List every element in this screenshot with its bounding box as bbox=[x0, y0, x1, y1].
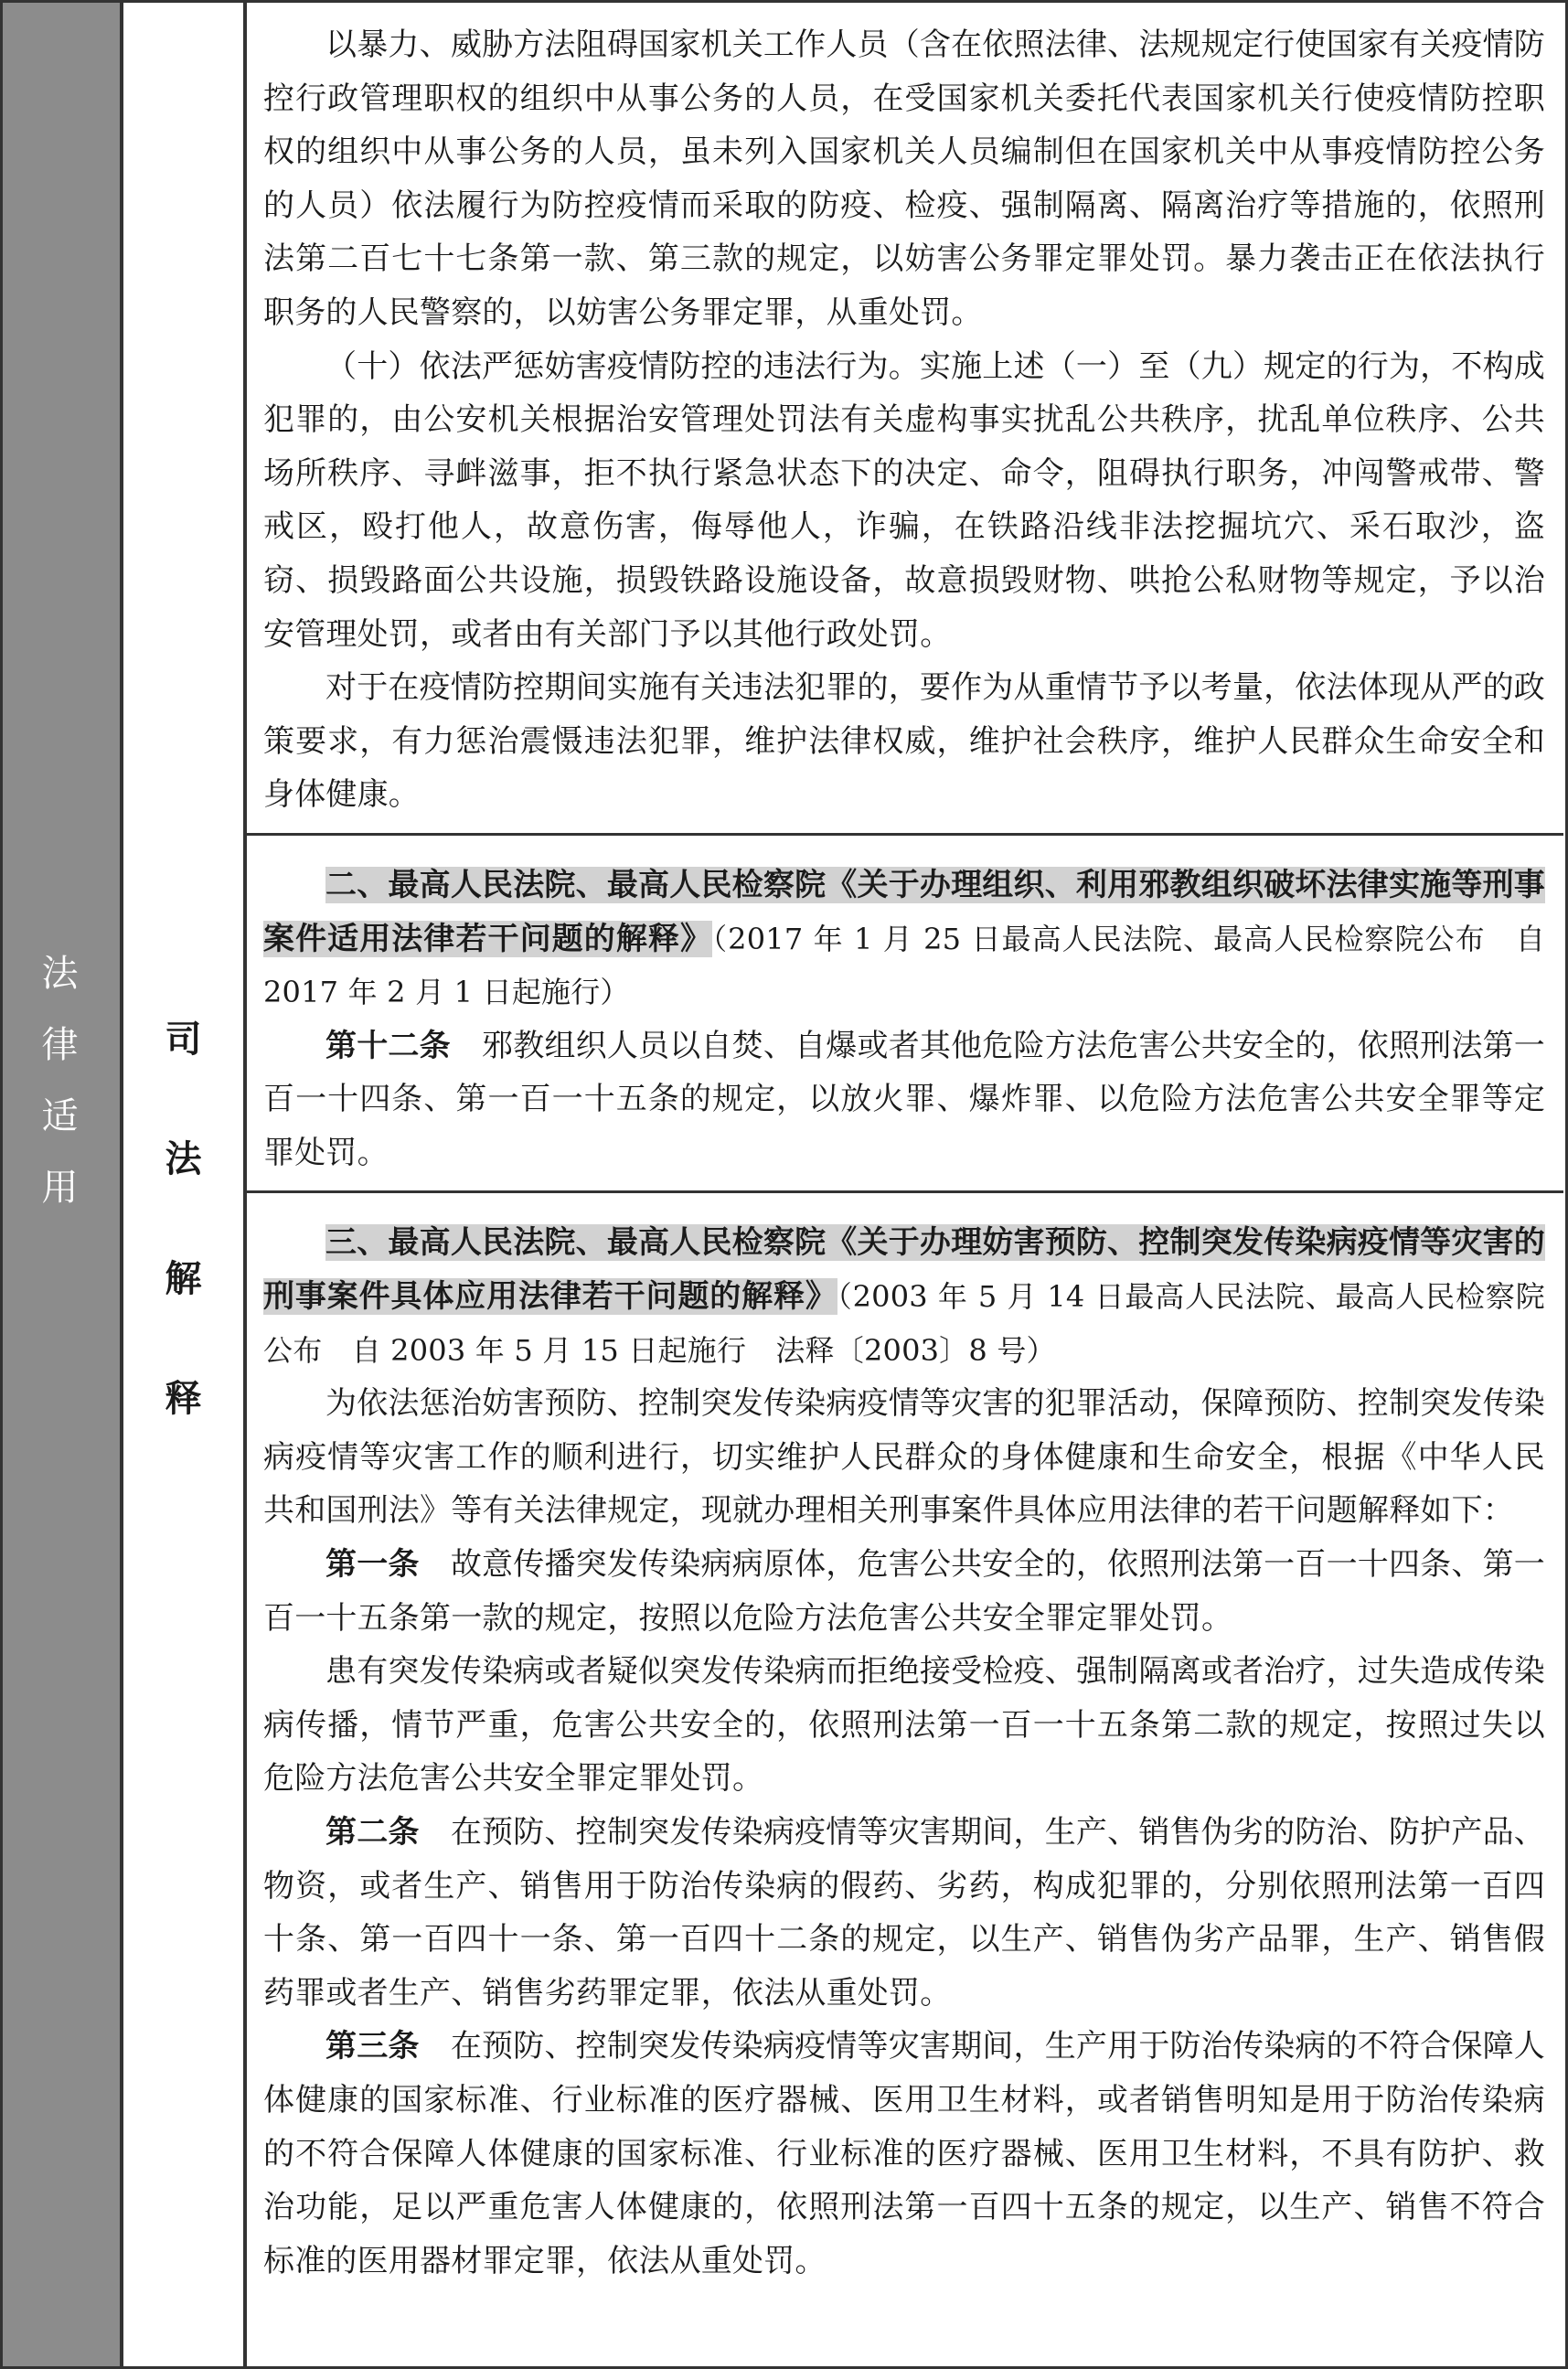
article-label: 第二条 bbox=[325, 1814, 420, 1851]
section-note: （2017 年 1 月 25 日最高人民法院、最高人民检察院公布 自 2017 年 2 月 1 日起施行） bbox=[263, 921, 1545, 1010]
category-label bbox=[0, 938, 120, 1223]
content-area bbox=[263, 18, 1545, 2288]
category-char: 用 bbox=[41, 1167, 79, 1209]
subcategory-column bbox=[123, 0, 247, 2369]
section-heading-paragraph bbox=[263, 859, 1545, 1019]
subcategory-char: 释 bbox=[165, 1378, 202, 1420]
category-column bbox=[0, 0, 123, 2369]
article-label: 第十二条 bbox=[325, 1027, 451, 1064]
paragraph: 患有突发传染病或者疑似突发传染病而拒绝接受检疫、强制隔离或者治疗，过失造成传染病传播，情节严重，危害公共安全的，依照刑法第一百一十五条第二款的规定，按照过失以危险方法危害公共安全罪定罪处罚。 bbox=[263, 1653, 1545, 1798]
category-char: 适 bbox=[41, 1095, 79, 1137]
subcategory-label bbox=[123, 980, 243, 1420]
paragraph: 以暴力、威胁方法阻碍国家机关工作人员（含在依照法律、法规规定行使国家有关疫情防控行政管理职权的组织中从事公务的人员，在受国家机关委托代表国家机关行使疫情防控职权的组织中从事公务的人员，虽未列入国家机关人员编制但在国家机关中从事疫情防控公务的人员）依法履行为防控疫情而采取的防疫、检疫、强制隔离、隔离治疗等措施的，依照刑法第二百七十七条第一款、第三款的规定，以妨害公务罪定罪处罚。暴力袭击正在依法执行职务的人民警察的，以妨害公务罪定罪，从重处罚。 bbox=[263, 27, 1545, 331]
article-text: 在预防、控制突发传染病疫情等灾害期间，生产用于防治传染病的不符合保障人体健康的国家标准、行业标准的医疗器械、医用卫生材料，或者销售明知是用于防治传染病的不符合保障人体健康的国家标准、行业标准的医疗器械、医用卫生材料，不具有防护、救治功能，足以严重危害人体健康的，依照刑法第一百四十五条的规定，以生产、销售不符合标准的医用器材罪定罪，依法从重处罚。 bbox=[263, 2028, 1545, 2279]
article-text: 故意传播突发传染病病原体，危害公共安全的，依照刑法第一百一十四条、第一百一十五条第一款的规定，按照以危险方法危害公共安全罪定罪处罚。 bbox=[263, 1546, 1545, 1637]
section-note: （2003 年 5 月 14 日最高人民法院、最高人民检察院公布 自 2003 年 5 月 15 日起施行 法释〔2003〕8 号） bbox=[263, 1279, 1545, 1368]
section-heading: 三、最高人民法院、最高人民检察院《关于办理妨害预防、控制突发传染病疫情等灾害的刑事案件具体应用法律若干问题的解释》 bbox=[263, 1224, 1545, 1316]
paragraph: （十）依法严惩妨害疫情防控的违法行为。实施上述（一）至（九）规定的行为，不构成犯罪的，由公安机关根据治安管理处罚法有关虚构事实扰乱公共秩序，扰乱单位秩序、公共场所秩序、寻衅滋事，拒不执行紧急状态下的决定、命令，阻碍执行职务，冲闯警戒带、警戒区，殴打他人，故意伤害，侮辱他人，诈骗，在铁路沿线非法挖掘坑穴、采石取沙，盗窃、损毁路面公共设施，损毁铁路设施设备，故意损毁财物、哄抢公私财物等规定，予以治安管理处罚，或者由有关部门予以其他行政处罚。 bbox=[263, 347, 1545, 653]
paragraph: 为依法惩治妨害预防、控制突发传染病疫情等灾害的犯罪活动，保障预防、控制突发传染病疫情等灾害工作的顺利进行，切实维护人民群众的身体健康和生命安全，根据《中华人民共和国刑法》等有关法律规定，现就办理相关刑事案件具体应用法律的若干问题解释如下： bbox=[263, 1385, 1545, 1530]
section-divider bbox=[245, 833, 1563, 840]
category-char: 法 bbox=[41, 953, 79, 995]
article-paragraph bbox=[263, 1538, 1545, 1645]
section-divider bbox=[245, 1190, 1563, 1198]
category-char: 律 bbox=[41, 1024, 79, 1066]
subcategory-char: 司 bbox=[165, 1019, 202, 1061]
article-text: 邪教组织人员以自焚、自爆或者其他危险方法危害公共安全的，依照刑法第一百一十四条、第一百一十五条的规定，以放火罪、爆炸罪、以危险方法危害公共安全罪等定罪处罚。 bbox=[263, 1027, 1545, 1171]
paragraph: 对于在疫情防控期间实施有关违法犯罪的，要作为从重情节予以考量，依法体现从严的政策要求，有力惩治震慑违法犯罪，维护法律权威，维护社会秩序，维护人民群众生命安全和身体健康。 bbox=[263, 669, 1545, 814]
subcategory-char: 法 bbox=[165, 1138, 202, 1180]
section-heading: 二、最高人民法院、最高人民检察院《关于办理组织、利用邪教组织破坏法律实施等刑事案件适用法律若干问题的解释》 bbox=[263, 866, 1545, 957]
article-paragraph bbox=[263, 2020, 1545, 2288]
article-paragraph bbox=[263, 1019, 1545, 1180]
article-label: 第三条 bbox=[325, 2028, 420, 2065]
article-label: 第一条 bbox=[325, 1546, 420, 1584]
article-paragraph bbox=[263, 1806, 1545, 2020]
article-text: 在预防、控制突发传染病疫情等灾害期间，生产、销售伪劣的防治、防护产品、物资，或者生产、销售用于防治传染病的假药、劣药，构成犯罪的，分别依照刑法第一百四十条、第一百四十一条、第一百四十二条的规定，以生产、销售伪劣产品罪，生产、销售假药罪或者生产、销售劣药罪定罪，依法从重处罚。 bbox=[263, 1814, 1545, 2012]
subcategory-char: 解 bbox=[165, 1258, 202, 1300]
section-heading-paragraph bbox=[263, 1216, 1545, 1377]
